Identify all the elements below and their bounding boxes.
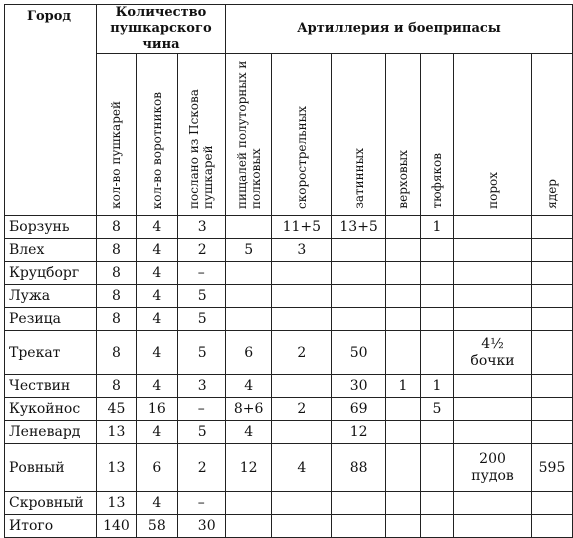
value-cell: 200 пудов — [454, 444, 532, 492]
header-col-label: верховых — [395, 150, 410, 209]
value-cell: 4 — [272, 444, 332, 492]
value-cell — [531, 308, 572, 331]
value-cell — [332, 262, 386, 285]
value-cell — [272, 492, 332, 515]
value-cell — [420, 515, 453, 538]
value-cell: – — [177, 492, 225, 515]
value-cell: 5 — [177, 421, 225, 444]
value-cell: 1 — [386, 375, 421, 398]
city-cell: Итого — [5, 515, 97, 538]
value-cell: 5 — [177, 308, 225, 331]
table-row — [5, 444, 573, 492]
city-cell: Скровный — [5, 492, 97, 515]
table-body — [5, 216, 573, 538]
value-cell — [386, 421, 421, 444]
value-cell — [386, 515, 421, 538]
value-cell — [386, 285, 421, 308]
header-col-squeakers — [225, 54, 272, 216]
value-cell: 3 — [272, 239, 332, 262]
value-cell: 4 — [136, 308, 177, 331]
value-cell: 8 — [97, 239, 137, 262]
value-cell — [386, 239, 421, 262]
value-cell: 595 — [531, 444, 572, 492]
value-cell — [454, 308, 532, 331]
header-col-label: тюфяков — [429, 153, 444, 209]
table-container — [4, 4, 573, 538]
value-cell: 8 — [97, 262, 137, 285]
value-cell — [332, 492, 386, 515]
value-cell — [420, 262, 453, 285]
header-col-tyufyaki — [420, 54, 453, 216]
value-cell — [386, 398, 421, 421]
value-cell — [531, 285, 572, 308]
value-cell: 4 — [136, 421, 177, 444]
value-cell: 8+6 — [225, 398, 272, 421]
value-cell — [272, 375, 332, 398]
header-col-label: кол-во пушкарей — [109, 101, 124, 209]
value-cell — [386, 216, 421, 239]
header-col-label: скорострельных — [294, 106, 309, 209]
value-cell: 4 — [136, 375, 177, 398]
value-cell — [386, 308, 421, 331]
value-cell: 4 — [225, 375, 272, 398]
header-col-sent-from-pskov — [177, 54, 225, 216]
value-cell — [332, 239, 386, 262]
value-cell: – — [177, 398, 225, 421]
value-cell — [531, 421, 572, 444]
value-cell — [531, 515, 572, 538]
city-cell: Борзунь — [5, 216, 97, 239]
header-col-label: затинных — [351, 148, 366, 209]
value-cell: 2 — [177, 239, 225, 262]
value-cell — [454, 285, 532, 308]
value-cell — [454, 398, 532, 421]
value-cell: 4 — [136, 285, 177, 308]
value-cell: 4 — [136, 216, 177, 239]
value-cell: 45 — [97, 398, 137, 421]
value-cell — [531, 262, 572, 285]
city-cell: Кукойнос — [5, 398, 97, 421]
header-col-gunners — [97, 54, 137, 216]
city-cell: Круцборг — [5, 262, 97, 285]
header-col-label: пищалей полуторных и полковых — [234, 60, 263, 209]
table-row — [5, 515, 573, 538]
value-cell — [454, 239, 532, 262]
value-cell: 8 — [97, 331, 137, 375]
value-cell: 12 — [225, 444, 272, 492]
value-cell — [272, 308, 332, 331]
value-cell: 8 — [97, 285, 137, 308]
value-cell — [386, 262, 421, 285]
value-cell: 30 — [332, 375, 386, 398]
header-col-label: кол-во воротников — [149, 91, 164, 209]
value-cell — [420, 308, 453, 331]
city-cell: Чествин — [5, 375, 97, 398]
value-cell: 8 — [97, 308, 137, 331]
header-col-gatekeepers — [136, 54, 177, 216]
table-row — [5, 331, 573, 375]
header-col-rampart — [332, 54, 386, 216]
value-cell — [531, 331, 572, 375]
value-cell — [420, 492, 453, 515]
city-cell: Влех — [5, 239, 97, 262]
value-cell — [454, 262, 532, 285]
header-col-powder — [454, 54, 532, 216]
value-cell — [386, 444, 421, 492]
value-cell — [454, 216, 532, 239]
value-cell: 4 — [136, 239, 177, 262]
value-cell: 69 — [332, 398, 386, 421]
value-cell — [531, 216, 572, 239]
value-cell — [225, 308, 272, 331]
value-cell — [531, 375, 572, 398]
value-cell: 5 — [420, 398, 453, 421]
value-cell: 3 — [177, 216, 225, 239]
value-cell: 1 — [420, 375, 453, 398]
value-cell — [454, 515, 532, 538]
value-cell — [420, 285, 453, 308]
value-cell — [531, 492, 572, 515]
value-cell: 13 — [97, 444, 137, 492]
value-cell: 3 — [177, 375, 225, 398]
value-cell: 6 — [225, 331, 272, 375]
table-row — [5, 398, 573, 421]
table-row — [5, 492, 573, 515]
value-cell — [531, 239, 572, 262]
value-cell — [386, 331, 421, 375]
table-row — [5, 216, 573, 239]
value-cell: 1 — [420, 216, 453, 239]
value-cell — [454, 492, 532, 515]
value-cell: 5 — [225, 239, 272, 262]
city-cell: Лужа — [5, 285, 97, 308]
table-row — [5, 285, 573, 308]
value-cell: 140 — [97, 515, 137, 538]
value-cell: 6 — [136, 444, 177, 492]
value-cell — [386, 492, 421, 515]
city-cell: Ровный — [5, 444, 97, 492]
value-cell: 8 — [97, 216, 137, 239]
value-cell: 16 — [136, 398, 177, 421]
value-cell — [225, 216, 272, 239]
table-row — [5, 308, 573, 331]
header-group-staff: Количество пушкарского чина — [97, 5, 226, 54]
header-col-mounted — [386, 54, 421, 216]
table-row — [5, 421, 573, 444]
header-city: Город — [5, 5, 97, 216]
value-cell — [420, 444, 453, 492]
table-row — [5, 239, 573, 262]
value-cell — [272, 262, 332, 285]
value-cell — [420, 331, 453, 375]
value-cell: 2 — [177, 444, 225, 492]
value-cell — [225, 262, 272, 285]
value-cell: 88 — [332, 444, 386, 492]
value-cell: 4 — [225, 421, 272, 444]
value-cell — [420, 421, 453, 444]
header-col-label: ядер — [544, 179, 559, 209]
value-cell: 5 — [177, 331, 225, 375]
value-cell — [332, 515, 386, 538]
header-col-rapid-fire — [272, 54, 332, 216]
artillery-table — [4, 4, 573, 538]
value-cell — [272, 515, 332, 538]
value-cell: 4 — [136, 262, 177, 285]
value-cell: 5 — [177, 285, 225, 308]
value-cell: 12 — [332, 421, 386, 444]
value-cell — [531, 398, 572, 421]
city-cell: Леневард — [5, 421, 97, 444]
value-cell: 4 — [136, 492, 177, 515]
table-row — [5, 375, 573, 398]
value-cell: 50 — [332, 331, 386, 375]
value-cell — [332, 285, 386, 308]
value-cell — [225, 515, 272, 538]
header-col-cannonballs — [531, 54, 572, 216]
value-cell: 2 — [272, 398, 332, 421]
city-cell: Резица — [5, 308, 97, 331]
value-cell — [420, 239, 453, 262]
value-cell: 2 — [272, 331, 332, 375]
value-cell — [272, 421, 332, 444]
value-cell: 11+5 — [272, 216, 332, 239]
value-cell — [454, 375, 532, 398]
header-group-artillery: Артиллерия и боеприпасы — [225, 5, 572, 54]
value-cell: 13 — [97, 421, 137, 444]
value-cell — [332, 308, 386, 331]
value-cell: 13+5 — [332, 216, 386, 239]
value-cell — [225, 285, 272, 308]
header-col-label: послано из Пскова пушкарей — [187, 89, 216, 209]
value-cell: – — [177, 262, 225, 285]
value-cell: 4½ бочки — [454, 331, 532, 375]
table-row — [5, 262, 573, 285]
city-cell: Трекат — [5, 331, 97, 375]
value-cell: 30 — [177, 515, 225, 538]
header-col-label: порох — [485, 172, 500, 209]
value-cell: 13 — [97, 492, 137, 515]
value-cell — [225, 492, 272, 515]
value-cell: 58 — [136, 515, 177, 538]
value-cell: 4 — [136, 331, 177, 375]
value-cell — [454, 421, 532, 444]
value-cell — [272, 285, 332, 308]
value-cell: 8 — [97, 375, 137, 398]
